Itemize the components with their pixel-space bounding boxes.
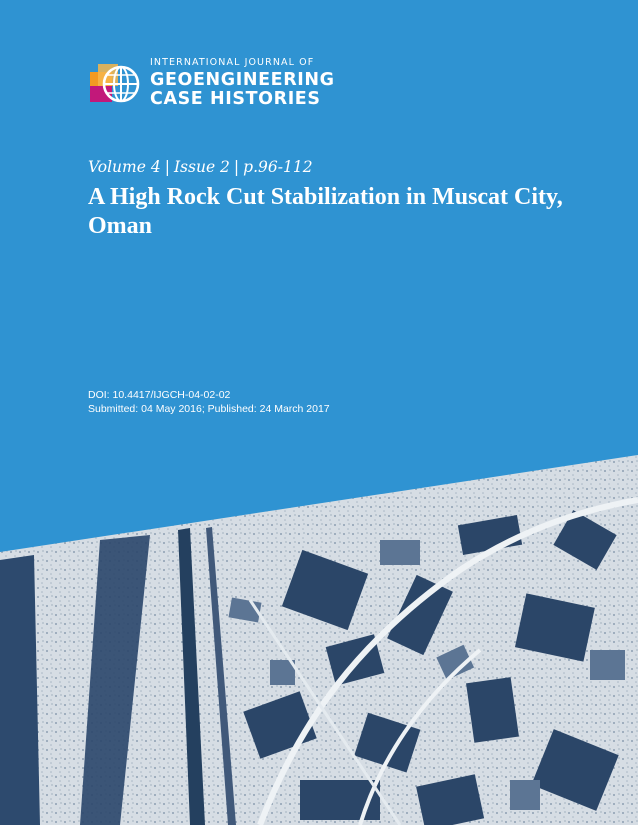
separator: | [233, 158, 240, 176]
volume-label: Volume 4 [88, 158, 161, 176]
dates-text: Submitted: 04 May 2016; Published: 24 March 2017 [88, 402, 330, 415]
article-title: A High Rock Cut Stabilization in Muscat City, Oman [88, 184, 563, 239]
journal-name-line2: GEOENGINEERING [150, 69, 335, 90]
pages-label: p.96-112 [243, 158, 313, 176]
journal-name-line3: CASE HISTORIES [150, 89, 321, 109]
doi-text: DOI: 10.4417/IJGCH-04-02-02 [88, 389, 231, 401]
separator: | [164, 158, 170, 176]
journal-name-line1: INTERNATIONAL JOURNAL OF [150, 57, 315, 68]
issue-label: Issue 2 [173, 158, 230, 176]
